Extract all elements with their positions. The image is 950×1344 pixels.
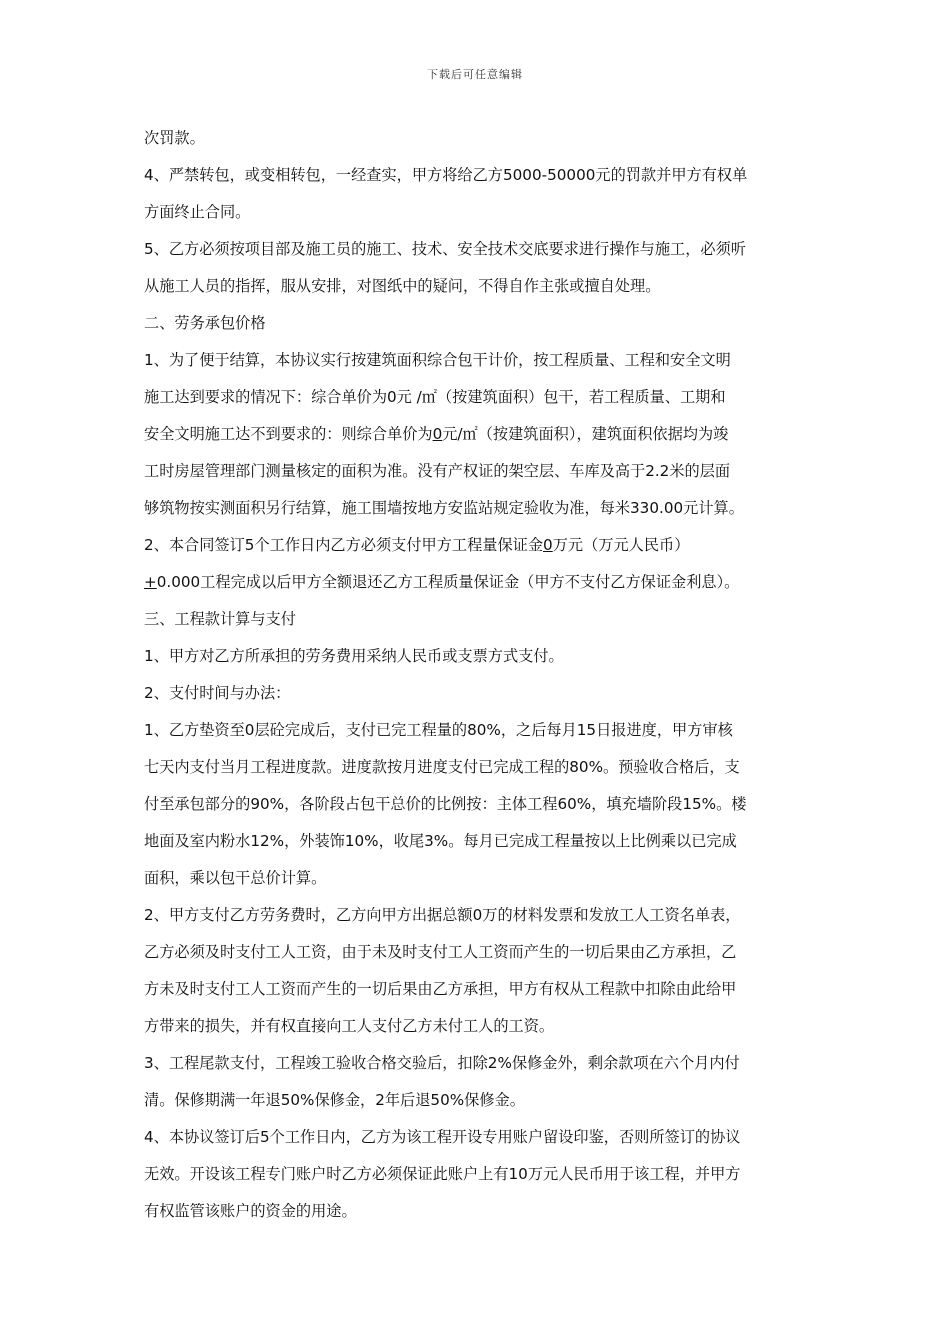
text-line: 1、乙方垫资至0层砼完成后，支付已完工程量的80%，之后每月15日报进度，甲方审核 [144, 721, 733, 739]
text-line: 方面终止合同。 [144, 203, 251, 221]
text-line: 1、为了便于结算，本协议实行按建筑面积综合包干计价，按工程质量、工程和安全文明 [144, 351, 731, 369]
section-heading: 二、劳务承包价格 [144, 314, 266, 332]
text-line: 4、严禁转包，或变相转包，一经查实，甲方将给乙方5000-50000元的罚款并甲方有权单 [144, 166, 748, 184]
text-line: 3、工程尾款支付，工程竣工验收合格交验后，扣除2%保修金外，剩余款项在六个月内付 [144, 1054, 740, 1072]
text-line: 面积，乘以包干总价计算。 [144, 869, 327, 887]
underlined-value: 0 [543, 536, 553, 554]
text-line: 施工达到要求的情况下：综合单价为0元 /㎡（按建筑面积）包干，若工程质量、工期和 [144, 388, 726, 406]
page-header-note: 下载后可任意编辑 [427, 68, 523, 81]
text-line: 清。保修期满一年退50%保修金，2年后退50%保修金。 [144, 1091, 525, 1109]
text-line: 5、乙方必须按项目部及施工员的施工、技术、安全技术交底要求进行操作与施工，必须听 [144, 240, 746, 258]
text-line: 付至承包部分的90%，各阶段占包干总价的比例按：主体工程60%，填充墙阶段15%。楼 [144, 795, 747, 813]
text-line: 4、本协议签订后5个工作日内，乙方为该工程开设专用账户留设印鉴，否则所签订的协议 [144, 1128, 741, 1146]
text-line: 次罚款。 [144, 129, 205, 147]
section-heading: 三、工程款计算与支付 [144, 610, 296, 628]
text-line: 2、本合同签订5个工作日内乙方必须支付甲方工程量保证金0万元（万元人民币） [144, 536, 690, 554]
text-line: +0.000工程完成以后甲方全额退还乙方工程质量保证金（甲方不支付乙方保证金利息）。 [144, 573, 740, 591]
text-line: 够筑物按实测面积另行结算，施工围墙按地方安监站规定验收为准，每米330.00元计算。 [144, 499, 744, 517]
underlined-value: + [144, 573, 157, 591]
text-line: 七天内支付当月工程进度款。进度款按月进度支付已完成工程的80%。预验收合格后，支 [144, 758, 740, 776]
text-line: 1、甲方对乙方所承担的劳务费用采纳人民币或支票方式支付。 [144, 647, 564, 665]
text-line: 安全文明施工达不到要求的：则综合单价为0元/㎡（按建筑面积），建筑面积依据均为竣 [144, 425, 729, 443]
text-line: 从施工人员的指挥，服从安排，对图纸中的疑问，不得自作主张或擅自处理。 [144, 277, 661, 295]
text-line: 地面及室内粉水12%，外装饰10%，收尾3%。每月已完成工程量按以上比例乘以已完成 [144, 832, 737, 850]
text-line: 有权监管该账户的资金的用途。 [144, 1202, 357, 1220]
text-line: 2、支付时间与办法： [144, 684, 291, 702]
text-line: 工时房屋管理部门测量核定的面积为准。没有产权证的架空层、车库及高于2.2米的层面 [144, 462, 731, 480]
text-line: 方带来的损失，并有权直接向工人支付乙方未付工人的工资。 [144, 1017, 555, 1035]
text-line: 方未及时支付工人工资而产生的一切后果由乙方承担，甲方有权从工程款中扣除由此给甲 [144, 980, 737, 998]
underlined-value: 0 [432, 425, 443, 443]
text-line: 无效。开设该工程专门账户时乙方必须保证此账户上有10万元人民币用于该工程，并甲方 [144, 1165, 741, 1183]
document-body [144, 120, 808, 1230]
text-line: 2、甲方支付乙方劳务费时，乙方向甲方出据总额0万的材料发票和发放工人工资名单表， [144, 906, 741, 924]
text-line: 乙方必须及时支付工人工资，由于未及时支付工人工资而产生的一切后果由乙方承担，乙 [144, 943, 737, 961]
